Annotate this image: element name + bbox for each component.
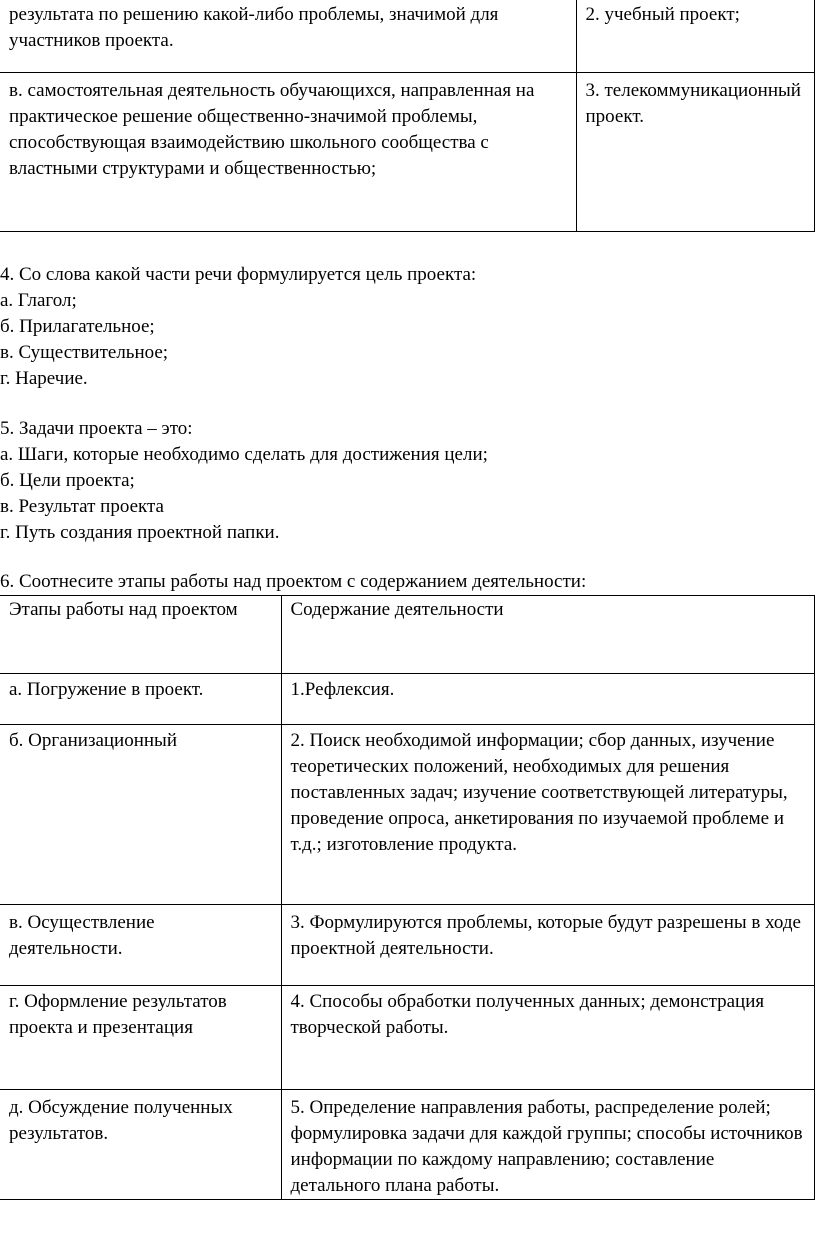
table-row — [0, 674, 814, 725]
table-cell: б. Организационный — [0, 725, 281, 905]
table-cell: 1.Рефлексия. — [281, 674, 814, 725]
table-header-row — [0, 596, 814, 674]
table-cell: в. самостоятельная деятельность обучающихся, направленная на практическое решение общественно-значимой проблемы, способствующая взаимодействию школьного сообщества с властными структурами и общественностью; — [0, 73, 576, 232]
table-cell: д. Обсуждение полученных результатов. — [0, 1090, 281, 1200]
answer-option: а. Шаги, которые необходимо сделать для достижения цели; — [0, 444, 488, 465]
question-title: 6. Соотнесите этапы работы над проектом с содержанием деятельности: — [0, 571, 587, 592]
answer-option: г. Наречие. — [0, 368, 88, 389]
question-title: 4. Со слова какой части речи формулируется цель проекта: — [0, 264, 477, 285]
question-4 — [0, 262, 476, 392]
question-6 — [0, 569, 586, 595]
answer-option: б. Цели проекта; — [0, 470, 135, 491]
table-cell: г. Оформление результатов проекта и презентация — [0, 986, 281, 1090]
table-cell: в. Осуществление деятельности. — [0, 905, 281, 986]
table-cell: а. Погружение в проект. — [0, 674, 281, 725]
table-row — [0, 0, 814, 73]
table-cell: 3. Формулируются проблемы, которые будут разрешены в ходе проектной деятельности. — [281, 905, 814, 986]
answer-option: б. Прилагательное; — [0, 316, 155, 337]
table-row — [0, 1090, 814, 1200]
table-row — [0, 905, 814, 986]
table-row — [0, 986, 814, 1090]
question-5 — [0, 416, 488, 546]
table-cell: 3. телекоммуникационный проект. — [576, 73, 814, 232]
answer-option: г. Путь создания проектной папки. — [0, 522, 280, 543]
table-header-cell: Этапы работы над проектом — [0, 596, 281, 674]
answer-option: в. Существительное; — [0, 342, 169, 363]
table-row — [0, 725, 814, 905]
table-cell: 2. Поиск необходимой информации; сбор данных, изучение теоретических положений, необходимых для решения поставленных задач; изучение соответствующей литературы, проведение опроса, анкетирования по изучаемой проблеме и т.д.; изготовление продукта. — [281, 725, 814, 905]
table-cell: 5. Определение направления работы, распределение ролей; формулировка задачи для каждой группы; способы источников информации по каждому направлению; составление детального плана работы. — [281, 1090, 814, 1200]
table-cell: 2. учебный проект; — [576, 0, 814, 73]
project-types-table — [0, 0, 815, 232]
table-cell: 4. Способы обработки полученных данных; демонстрация творческой работы. — [281, 986, 814, 1090]
question-title: 5. Задачи проекта – это: — [0, 418, 193, 439]
answer-option: в. Результат проекта — [0, 496, 164, 517]
project-stages-table — [0, 595, 815, 1200]
table-row — [0, 73, 814, 232]
table-header-cell: Содержание деятельности — [281, 596, 814, 674]
answer-option: а. Глагол; — [0, 290, 77, 311]
table-cell: результата по решению какой-либо проблемы, значимой для участников проекта. — [0, 0, 576, 73]
